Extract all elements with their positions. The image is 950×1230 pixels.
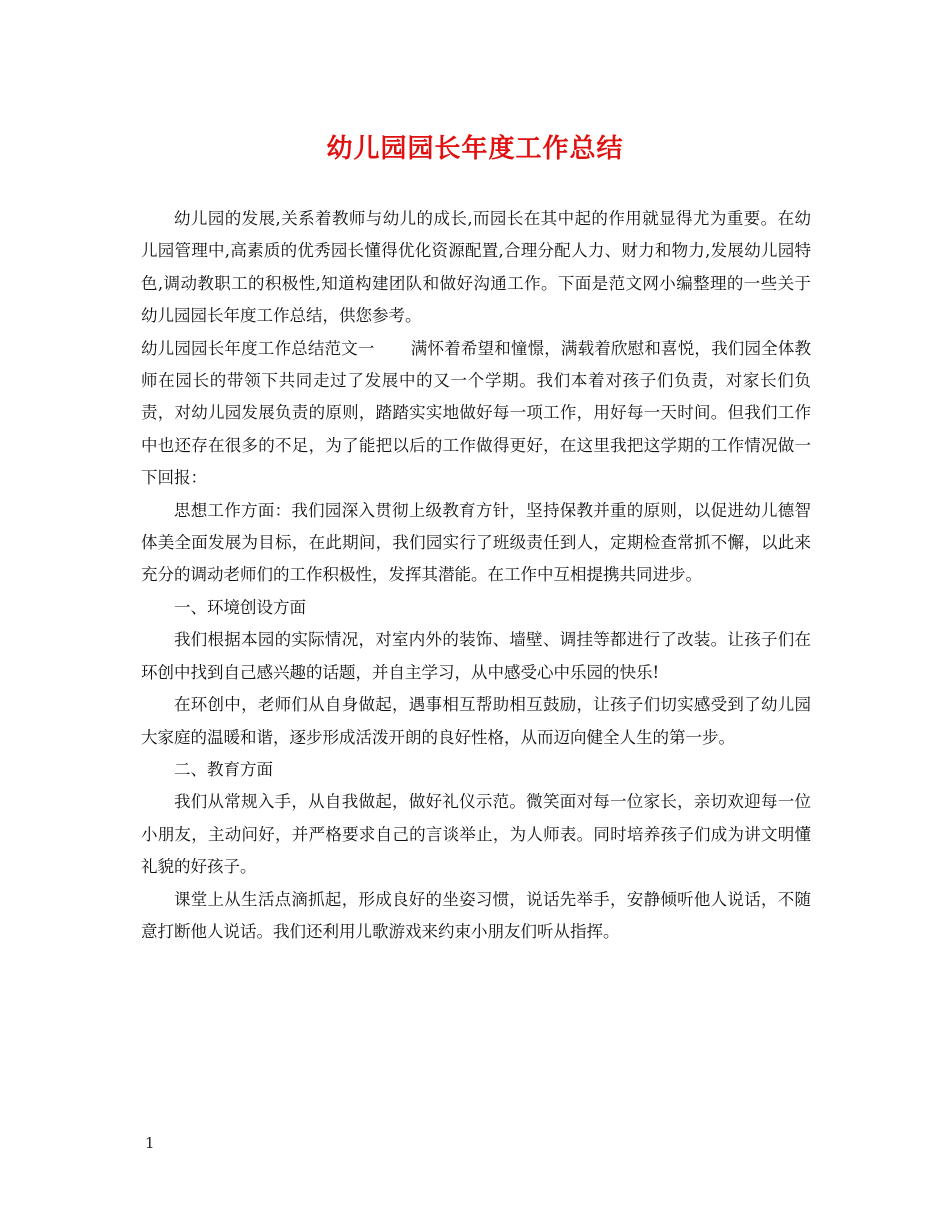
intro-paragraph: 幼儿园的发展,关系着教师与幼儿的成长,而园长在其中起的作用就显得尤为重要。在幼儿园管理中,高素质的优秀园长懂得优化资源配置,合理分配人力、财力和物力,发展幼儿园特色,调动教职工的积极性,知道构建团队和做好沟通工作。下面是范文网小编整理的一些关于幼儿园园长年度工作总结，供您参考。 bbox=[141, 209, 811, 326]
section-heading-education: 二、教育方面 bbox=[174, 759, 273, 779]
sample-opening: 满怀着希望和憧憬，满载着欣慰和喜悦，我们园全体教师在园长的带领下共同走过了发展中的又一个学期。我们本着对孩子们负责，对家长们负责，对幼儿园发展负责的原则，踏踏实实地做好每一项工作，用好每一天时间。但我们工作中也还存在很多的不足，为了能把以后的工作做得更好，在这里我把这学期的工作情况做一下回报： bbox=[141, 338, 812, 488]
paragraph-thought-work: 思想工作方面：我们园深入贯彻上级教育方针，坚持保教并重的原则，以促进幼儿德智体美全面发展为目标，在此期间，我们园实行了班级责任到人，定期检查常抓不懈，以此来充分的调动老师们的工作积极性，发挥其潜能。在工作中互相提携共同进步。 bbox=[141, 500, 811, 585]
section-heading-environment: 一、环境创设方面 bbox=[174, 597, 306, 617]
paragraph-education-2: 课堂上从生活点滴抓起，形成良好的坐姿习惯，说话先举手，安静倾听他人说话，不随意打断他人说话。我们还利用儿歌游戏来约束小朋友们听从指挥。 bbox=[141, 889, 811, 941]
sample-heading: 幼儿园园长年度工作总结范文一 bbox=[141, 338, 375, 358]
page-number: 1 bbox=[145, 1134, 155, 1152]
paragraph-education-1: 我们从常规入手，从自我做起，做好礼仪示范。微笑面对每一位家长，亲切欢迎每一位小朋友，主动问好，并严格要求自己的言谈举止，为人师表。同时培养孩子们成为讲文明懂礼貌的好孩子。 bbox=[141, 792, 811, 877]
paragraph-environment-1: 我们根据本园的实际情况，对室内外的装饰、墙壁、调挂等都进行了改装。让孩子们在环创中找到自己感兴趣的话题，并自主学习，从中感受心中乐园的快乐! bbox=[141, 630, 811, 682]
sample-paragraph bbox=[141, 333, 811, 495]
document-body bbox=[141, 203, 811, 948]
paragraph-environment-2: 在环创中，老师们从自身做起，遇事相互帮助相互鼓励，让孩子们切实感受到了幼儿园大家庭的温暖和谐，逐步形成活泼开朗的良好性格，从而迈向健全人生的第一步。 bbox=[141, 695, 811, 747]
document-title: 幼儿园园长年度工作总结 bbox=[326, 134, 624, 164]
